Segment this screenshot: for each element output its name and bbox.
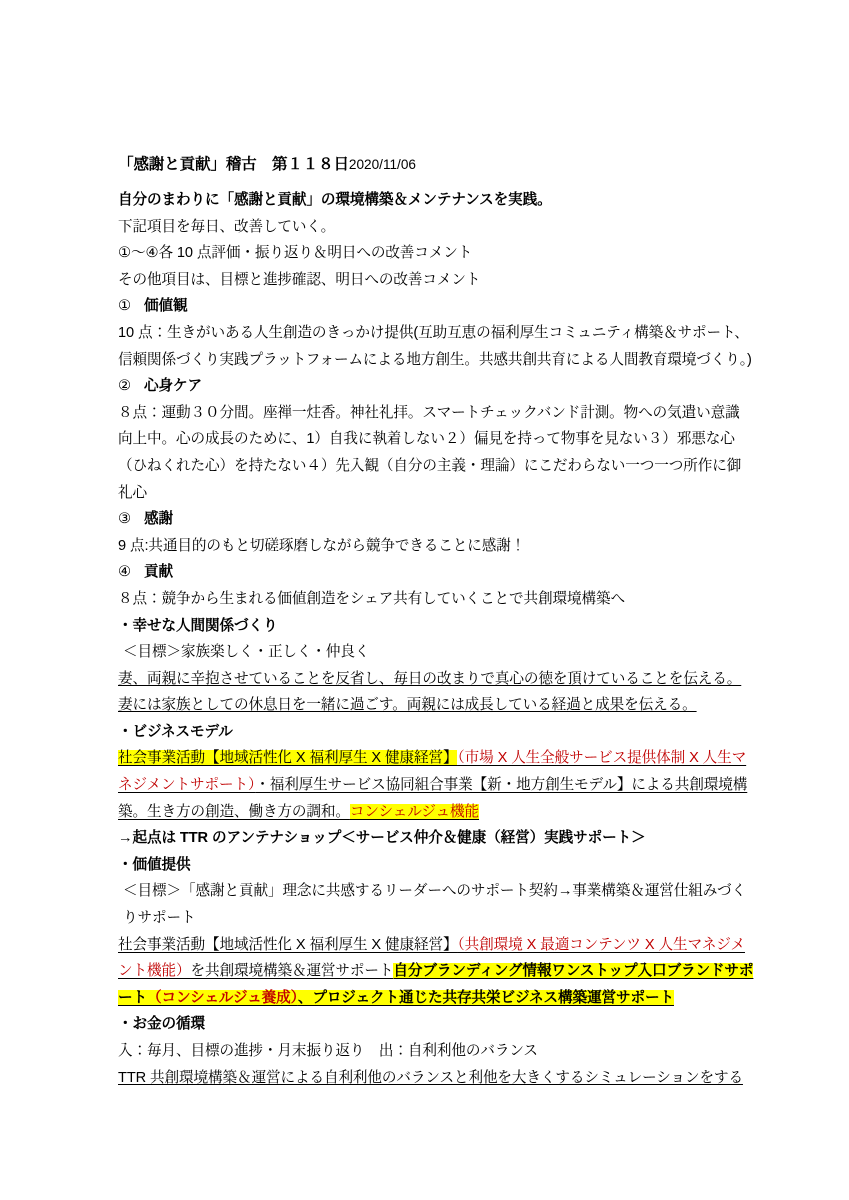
value-provision-run-project: 、プロジェクト通じた共存共栄ビジネス構築運営サポート (297, 989, 674, 1006)
section-3-title: 感謝 (144, 511, 173, 528)
money-cycle-line-2: TTR 共創環境構築＆運営による自利利他のバランスと利他を大きくするシミュレーションをする (118, 1069, 743, 1086)
value-provision-body (118, 932, 754, 1012)
document-body (118, 152, 754, 1091)
value-provision-heading: ・価値提供 (118, 856, 191, 873)
business-model-origin: →起点は TTR のアンテナショップ＜サービス仲介＆健康（経営）実践サポート＞ (118, 830, 646, 847)
document-date: 2020/11/06 (348, 157, 416, 172)
section-2-body: ８点：運動３０分間。座禅一炷香。神社礼拝。スマートチェックバンド計測。物への気遣い意識向上中。心の成長のために、1）自我に執着しない２）偏見を持って物事を見ない３）邪悪な心（ひねくれた心）を持たない４）先入観（自分の主義・理論）にこだわらない一つ一つ所作に御礼心 (118, 404, 742, 501)
section-3-body: 9 点:共通目的のもと切磋琢磨しながら競争できることに感謝！ (118, 537, 526, 554)
value-provision-run-concierge: （コンシェルジュ養成） (147, 989, 298, 1006)
intro-line-1: 下記項目を毎日、改善していく。 (118, 218, 336, 235)
business-model-run-highlight: 社会事業活動【地域活性化 X 福利厚生 X 健康経営】 (118, 750, 458, 767)
section-4-body: ８点：競争から生まれる価値創造をシェア共有していくことで共創環境構築へ (118, 590, 625, 607)
business-model-body (118, 745, 754, 825)
value-provision-goal: ＜目標＞「感謝と貢献」理念に共感するリーダーへのサポート契約→事業構築＆運営仕組みづくりサポート (123, 883, 746, 927)
business-model-run-black: ・福利厚生サービス協同組合事業【新・地方創生モデル】による共創環境構築。生き方の創造、働き方の調和。 (118, 777, 748, 820)
section-4-number: ④ (118, 564, 131, 581)
value-provision-run-branding: 自分ブランディング情報ワンストップ入口ブランドサポート (118, 963, 754, 1006)
value-provision-run-red: （共創環境 X 最適コンテンツ X 人生マネジメント機能） (118, 936, 745, 980)
happy-relations-body: 妻、両親に辛抱させていることを反省し、毎日の改まりで真心の徳を頂けていることを伝える。妻には家族としての休息日を一緒に過ごす。両親には成長している経過と成果を伝える。 (118, 670, 742, 714)
business-model-run-concierge: コンシェルジュ機能 (349, 803, 480, 820)
intro-line-2: ①～④各 10 点評価・振り返り＆明日への改善コメント (118, 245, 473, 262)
happy-relations-heading: ・幸せな人間関係づくり (118, 617, 278, 634)
intro-heading: 自分のまわりに「感謝と貢献」の環境構築＆メンテナンスを実践。 (118, 192, 552, 208)
section-1-title: 価値観 (144, 298, 188, 315)
intro-line-3: その他項目は、目標と進捗確認、明日への改善コメント (118, 271, 481, 288)
section-1-number: ① (118, 298, 131, 315)
section-2-heading (118, 373, 754, 400)
section-4-heading (118, 559, 754, 586)
section-1-body: 10 点：生きがいある人生創造のきっかけ提供(互助互恵の福利厚生コミュニティ構築＆サポート、信頼関係づくり実践プラットフォームによる地方創生。共感共創共育による人間教育環境づくり。) (118, 324, 752, 368)
document-title (118, 152, 754, 178)
section-3-heading (118, 506, 754, 533)
value-provision-run-support: を共創環境構築＆運営サポート (190, 963, 394, 980)
spacer (118, 178, 754, 187)
section-1-heading (118, 293, 754, 320)
happy-relations-goal: ＜目標＞家族楽しく・正しく・仲良く (123, 644, 370, 661)
section-2-number: ② (118, 378, 131, 395)
money-cycle-line-1: 入：毎月、目標の進捗・月末振り返り 出：自利利他のバランス (118, 1043, 538, 1059)
money-cycle-heading: ・お金の循環 (118, 1016, 205, 1033)
business-model-run-red: （市場 X 人生全般サービス提供体制 X 人生マネジメントサポート） (118, 750, 747, 794)
document-title-text: 「感謝と貢献」稽古 第１１８日 (118, 156, 349, 173)
business-model-heading: ・ビジネスモデル (118, 723, 233, 740)
section-2-title: 心身ケア (144, 378, 202, 395)
section-3-number: ③ (118, 511, 131, 528)
section-4-title: 貢献 (144, 564, 173, 581)
value-provision-run-black: 社会事業活動【地域活性化 X 福利厚生 X 健康経営】 (118, 936, 458, 953)
